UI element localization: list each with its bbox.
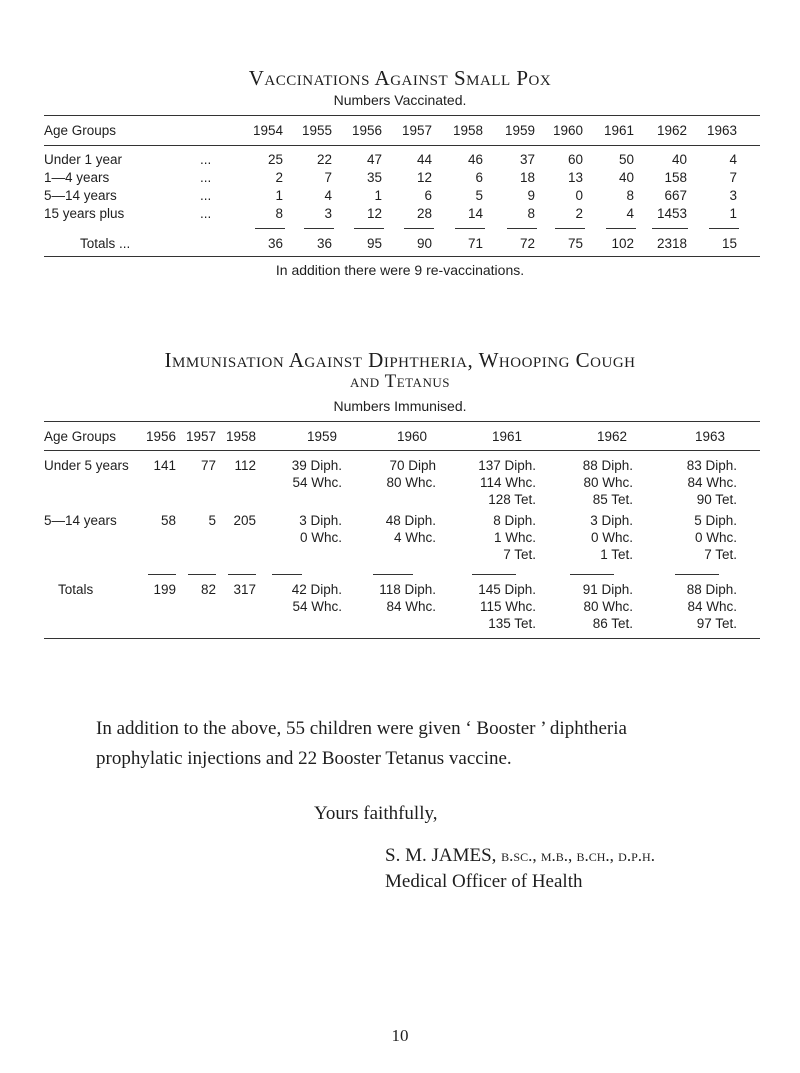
cell-value: 90 Tet.: [696, 492, 737, 507]
cell-value: 40: [671, 152, 687, 167]
cell-value: 7: [729, 170, 737, 185]
cell-value: 3: [729, 188, 737, 203]
cell-value: 4: [626, 206, 634, 221]
total-value: 75: [567, 236, 583, 251]
cell-value: 7: [324, 170, 332, 185]
cell-value: 80 Whc.: [583, 475, 633, 490]
immunisation-title-line2: and Tetanus: [350, 371, 450, 392]
smallpox-header-year: 1962: [656, 123, 687, 138]
cell-value: 3 Diph.: [590, 513, 633, 528]
row-label: Under 5 years: [44, 458, 129, 473]
cell-value: 6: [475, 170, 483, 185]
row-dots: ...: [200, 152, 212, 167]
immunisation-bottom-rule: [44, 638, 760, 639]
page-number: 10: [391, 1026, 409, 1045]
imm-header-year: 1961: [491, 429, 523, 444]
cell-value: 199: [153, 582, 176, 597]
cell-value: 83 Diph.: [686, 458, 737, 473]
cell-value: 40: [618, 170, 634, 185]
cell-value: 70 Diph: [389, 458, 436, 473]
imm-header-year: 1962: [596, 429, 628, 444]
total-value: 95: [366, 236, 382, 251]
cell-value: 86 Tet.: [592, 616, 633, 631]
cell-value: 48 Diph.: [385, 513, 436, 528]
imm-header-rule: [44, 450, 760, 451]
revaccination-note: In addition there were 9 re-vaccinations.: [275, 262, 525, 278]
smallpox-header-year: 1963: [706, 123, 737, 138]
cell-value: 84 Whc.: [386, 599, 436, 614]
imm-header-year: 1958: [225, 429, 256, 444]
cell-value: 128 Tet.: [488, 492, 536, 507]
cell-value: 4: [729, 152, 737, 167]
row-dots: ...: [200, 170, 212, 185]
total-value: 36: [316, 236, 332, 251]
cell-value: 114 Whc.: [479, 475, 536, 490]
smallpox-header-year: 1960: [552, 123, 583, 138]
cell-value: 1 Tet.: [600, 547, 633, 562]
smallpox-header-year: 1956: [351, 123, 382, 138]
cell-value: 54 Whc.: [292, 599, 342, 614]
cell-value: 1: [275, 188, 283, 203]
immunisation-title: Immunisation Against Diphtheria, Whooping Cough: [164, 348, 636, 372]
cell-value: 5: [208, 513, 216, 528]
total-value: 102: [611, 236, 634, 251]
cell-value: 1453: [656, 206, 687, 221]
cell-value: 5: [475, 188, 483, 203]
cell-value: 112: [234, 458, 256, 473]
cell-value: 8: [527, 206, 535, 221]
cell-value: 3 Diph.: [299, 513, 342, 528]
cell-value: 0: [575, 188, 583, 203]
total-value: 2318: [656, 236, 687, 251]
total-value: 36: [267, 236, 283, 251]
cell-value: 317: [233, 582, 256, 597]
cell-value: 25: [267, 152, 283, 167]
cell-value: 9: [527, 188, 535, 203]
sum-rule: [570, 574, 614, 575]
cell-value: 88 Diph.: [582, 458, 633, 473]
row-label: 5—14 years: [44, 513, 117, 528]
smallpox-header-year: 1958: [452, 123, 483, 138]
cell-value: 0 Whc.: [590, 530, 633, 545]
cell-value: 37: [519, 152, 535, 167]
cell-value: 18: [519, 170, 535, 185]
cell-value: 12: [366, 206, 382, 221]
cell-value: 80 Whc.: [386, 475, 436, 490]
cell-value: 2: [575, 206, 583, 221]
cell-value: 3: [324, 206, 332, 221]
cell-value: 205: [233, 513, 256, 528]
smallpox-header-year: 1955: [301, 123, 332, 138]
row-label: Totals: [58, 582, 94, 597]
cell-value: 8 Diph.: [493, 513, 536, 528]
cell-value: 6: [424, 188, 432, 203]
row-label: 15 years plus: [44, 206, 125, 221]
total-value: 15: [721, 236, 737, 251]
cell-value: 135 Tet.: [488, 616, 536, 631]
cell-value: 1: [374, 188, 382, 203]
cell-value: 12: [416, 170, 432, 185]
row-label: Under 1 year: [44, 152, 123, 167]
cell-value: 1 Whc.: [493, 530, 536, 545]
cell-value: 54 Whc.: [292, 475, 342, 490]
sum-rule: [148, 574, 176, 575]
cell-value: 158: [664, 170, 687, 185]
total-value: 90: [416, 236, 432, 251]
cell-value: 44: [416, 152, 432, 167]
cell-value: 84 Whc.: [687, 475, 737, 490]
cell-value: 97 Tet.: [696, 616, 737, 631]
imm-header-year: 1956: [145, 429, 176, 444]
immunisation-subtitle: Numbers Immunised.: [333, 398, 467, 414]
cell-value: 13: [567, 170, 583, 185]
imm-header-year: 1960: [396, 429, 428, 444]
smallpox-header-year: 1959: [504, 123, 535, 138]
cell-value: 47: [366, 152, 382, 167]
cell-value: 28: [416, 206, 432, 221]
cell-value: 22: [316, 152, 332, 167]
cell-value: 7 Tet.: [503, 547, 536, 562]
signatory-qualifications: b.sc., m.b., b.ch., d.p.h.: [501, 846, 655, 865]
cell-value: 7 Tet.: [704, 547, 737, 562]
cell-value: 145 Diph.: [478, 582, 536, 597]
cell-value: 84 Whc.: [687, 599, 737, 614]
cell-value: 0 Whc.: [299, 530, 342, 545]
closing: Yours faithfully,: [314, 803, 438, 824]
sum-rule: [272, 574, 302, 575]
sum-rule: [188, 574, 216, 575]
sum-rule: [373, 574, 413, 575]
smallpox-header-year: 1961: [603, 123, 634, 138]
cell-value: 2: [275, 170, 283, 185]
cell-value: 8: [275, 206, 283, 221]
row-dots: ...: [200, 188, 212, 203]
smallpox-header-age-groups: Age Groups: [44, 123, 117, 138]
cell-value: 58: [160, 513, 176, 528]
total-value: 71: [467, 236, 483, 251]
cell-value: 14: [467, 206, 483, 221]
cell-value: 35: [366, 170, 382, 185]
booster-paragraph: In addition to the above, 55 children were given ‘ Booster ’ diphtheria prophylatic injections and 22 Booster Tetanus vaccine.: [96, 718, 627, 769]
signatory-role: Medical Officer of Health: [385, 871, 583, 892]
total-value: 72: [519, 236, 535, 251]
cell-value: 85 Tet.: [592, 492, 633, 507]
cell-value: 60: [567, 152, 583, 167]
totals-label: Totals ...: [80, 236, 131, 251]
cell-value: 141: [153, 458, 176, 473]
cell-value: 118 Diph.: [379, 582, 436, 597]
imm-header-year: 1957: [185, 429, 216, 444]
cell-value: 4 Whc.: [393, 530, 436, 545]
sum-rule: [472, 574, 516, 575]
cell-value: 91 Diph.: [582, 582, 633, 597]
cell-value: 8: [626, 188, 634, 203]
cell-value: 115 Whc.: [479, 599, 536, 614]
smallpox-subtitle: Numbers Vaccinated.: [333, 92, 467, 108]
cell-value: 667: [664, 188, 687, 203]
cell-value: 4: [324, 188, 332, 203]
cell-value: 50: [618, 152, 634, 167]
sum-rule: [675, 574, 719, 575]
cell-value: 5 Diph.: [694, 513, 737, 528]
cell-value: 80 Whc.: [583, 599, 633, 614]
sum-rule: [228, 574, 256, 575]
cell-value: 0 Whc.: [694, 530, 737, 545]
cell-value: 137 Diph.: [478, 458, 536, 473]
cell-value: 1: [729, 206, 737, 221]
row-dots: ...: [200, 206, 212, 221]
imm-header-year: 1959: [306, 429, 338, 444]
signatory-name: S. M. JAMES,: [385, 845, 497, 866]
cell-value: 46: [467, 152, 483, 167]
signatory: [385, 845, 655, 867]
smallpox-header-year: 1957: [401, 123, 432, 138]
smallpox-title: Vaccinations Against Small Pox: [248, 66, 552, 90]
imm-header-year: 1963: [694, 429, 726, 444]
cell-value: 39 Diph.: [291, 458, 342, 473]
imm-header-age-groups: Age Groups: [44, 429, 117, 444]
cell-value: 42 Diph.: [291, 582, 342, 597]
smallpox-header-year: 1954: [252, 123, 283, 138]
row-label: 5—14 years: [44, 188, 117, 203]
cell-value: 77: [200, 458, 216, 473]
cell-value: 88 Diph.: [686, 582, 737, 597]
row-label: 1—4 years: [44, 170, 110, 185]
cell-value: 82: [200, 582, 216, 597]
